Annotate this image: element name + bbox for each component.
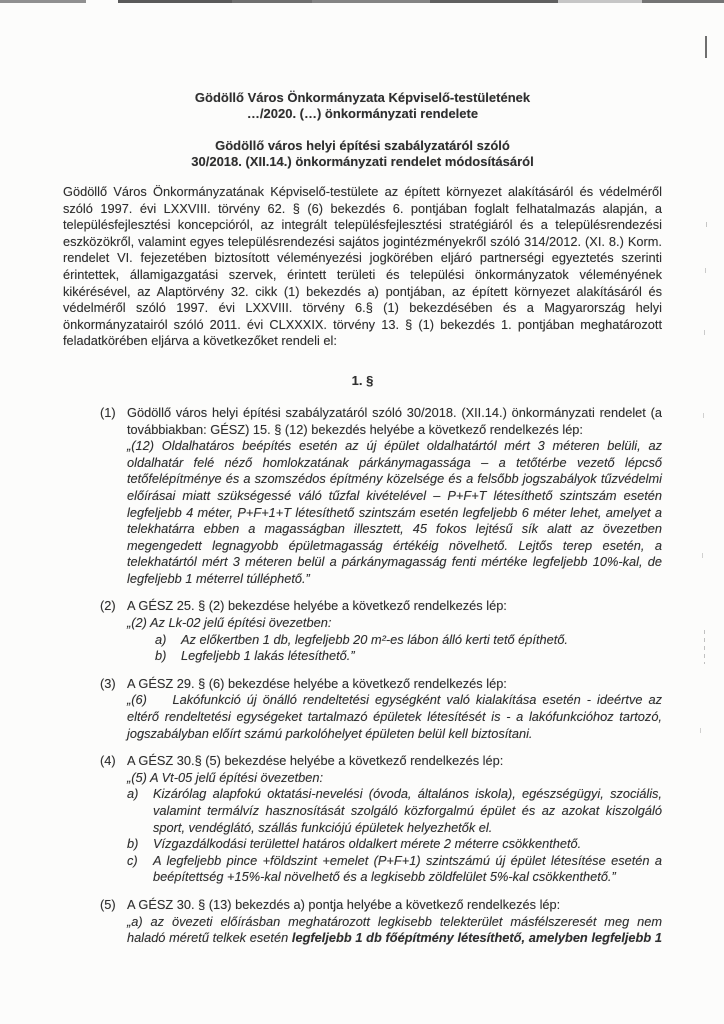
item-quote: „(12) Oldalhatáros beépítés esetén az új épület oldalhatártól mért 3 méteren belüli, az oldalhatár felé néző homlokzatának párkánymagassága – a tetőtérbe vezető lépcső tetőfelépítménye és a szomszédos építmény közelsége és a felsőbb jogszabályok tűzvédelmi előírásai miatt szükségessé váló tűzfal kivételével – P+F+T létesíthető szintszám esetén legfeljebb 4 méter, P+F+1+T létesíthető szintszám esetén legfeljebb 6 méter lehet, amelyet a telekhatárra ebben a magasságban illesztett, 45 fokos lejtésű sík alatt az övezetben megengedett legnagyobb épületmagasság értékéig növelhető. Lejtős terep esetén, a telekhatártól mért 3 méteren belül a párkánymagasság fenti mértéke legfeljebb 10%-kal, de legfeljebb 1 méterrel túlléphető.” [127, 438, 662, 586]
scan-artifact [700, 728, 701, 733]
provision-list [100, 405, 662, 947]
document-title-block [63, 0, 662, 170]
section-heading: 1. § [351, 372, 374, 388]
subitem-list [127, 786, 662, 886]
item-body [127, 405, 662, 588]
item-quote [127, 914, 662, 947]
subitem-label: c) [127, 852, 138, 868]
item-number: (3) [100, 675, 116, 691]
subtitle-line-subject: Gödöllő város helyi építési szabályzatáról szóló [215, 138, 510, 153]
list-item-2 [100, 598, 662, 664]
list-item-4 [100, 753, 662, 886]
subitem-label: a) [127, 786, 139, 802]
subitem-text: Legfeljebb 1 lakás létesíthető.” [181, 648, 355, 664]
item-number: (5) [100, 896, 116, 912]
title-line-decree-number: …/2020. (…) önkormányzati rendelete [246, 106, 479, 121]
quote-regular-part: „a) az övezeti előírásban meghatározott legkisebb telekterület másfélszeresét meg nem haladó méretű telkek esetén [127, 913, 662, 946]
item-number: (1) [100, 404, 116, 420]
item-quote-intro: „(5) A Vt-05 jelű építési övezetben: [127, 769, 324, 785]
scan-artifact [706, 222, 707, 227]
list-item-5 [100, 897, 662, 947]
quote-bold-part: legfeljebb 1 db főépítmény létesíthető, amelyben legfeljebb 1 [291, 930, 662, 946]
item-intro: A GÉSZ 30.§ (5) bekezdése helyébe a következő rendelkezés lép: [127, 753, 504, 769]
subitem-label: b) [155, 648, 167, 664]
item-intro: A GÉSZ 29. § (6) bekezdése helyébe a következő rendelkezés lép: [127, 675, 507, 691]
scan-artifact-top-edge [0, 0, 724, 3]
scan-artifact [705, 36, 707, 58]
item-number: (4) [100, 753, 116, 769]
subitem-text: A legfeljebb pince +földszint +emelet (P+F+1) szintszámú új épület létesítése esetén a beépítettség +15%-kal növelhető és a legkisebb zöldfelület 5%-kal csökkenthető.” [153, 852, 662, 885]
item-quote-intro: „(2) Az Lk-02 jelű építési övezetben: [127, 615, 332, 631]
item-body [127, 753, 662, 886]
subitem-label: a) [155, 631, 167, 647]
subitem-text: Vízgazdálkodási területtel határos oldalkert mérete 2 méterre csökkenthető. [153, 836, 582, 852]
subitem-a [127, 786, 662, 836]
title-line-issuer: Gödöllő Város Önkormányzata Képviselő-testületének [194, 90, 531, 105]
preamble-paragraph: Gödöllő Város Önkormányzatának Képviselő-testülete az épített környezet alakításáról és védelméről szóló 1997. évi LXXVIII. törvény 62. § (6) bekezdés 6. pontjában foglalt felhatalmazás alapján, a településfejlesztési koncepcióról, az integrált településfejlesztési stratégiáról és a településrendezési eszközökről, valamint egyes településrendezési sajátos jogintézményekről szóló 314/2012. (XI. 8.) Korm. rendelet VI. fejezetében biztosított véleményezési jogkörében eljáró partnerségi egyeztetés szerinti érintettek, államigazgatási szervek, érintett területi és települési önkormányzatok véleményének kikérésével, az Alaptörvény 32. cikk (1) bekezdés a) pontjában, az épített környezet alakításáról és védelméről szóló 1997. évi LXXVIII. törvény 6.§ (1) bekezdésében és a Magyarország helyi önkormányzatairól szóló 2011. évi CLXXXIX. törvény 13. § (1) bekezdés 1. pontjában meghatározott feladatkörében eljárva a következőket rendeli el: [63, 184, 662, 349]
scan-artifact [703, 413, 704, 418]
item-body [127, 897, 662, 947]
subitem-text: Az előkertben 1 db, legfeljebb 20 m²-es lábon álló kerti tető építhető. [181, 631, 568, 647]
list-item-3 [100, 676, 662, 742]
subitem-b [127, 836, 662, 853]
item-body [127, 676, 662, 742]
subitem-label: b) [127, 836, 139, 852]
item-quote: „(6) Lakófunkció új önálló rendeltetési egységként való kialakítása esetén - ideértve az eltérő rendeltetési egységeket tartalmazó épületek létesítését is - a lakófunkcióhoz tartozó, jogszabályban előírt számú parkolóhelyet épületen belül kell biztosítani. [127, 692, 662, 741]
scan-artifact [702, 553, 703, 558]
subitem-b [155, 648, 662, 665]
subitem-list [127, 632, 662, 665]
scan-artifact [704, 330, 705, 335]
subtitle-line-amendment: 30/2018. (XII.14.) önkormányzati rendelet módosításáról [191, 154, 534, 169]
title-gap [63, 122, 662, 138]
item-body [127, 598, 662, 664]
item-intro: A GÉSZ 25. § (2) bekezdése helyébe a következő rendelkezés lép: [127, 598, 507, 614]
subitem-c [127, 853, 662, 886]
subitem-text: Kizárólag alapfokú oktatási-nevelési (óvoda, általános iskola), egészségügyi, szociális, valamint termálvíz hasznosítását szolgáló közforgalmú épület és az azokat kiszolgáló sport, vendéglátó, szállás funkciójú épületek helyezhetők el. [153, 786, 662, 835]
item-number: (2) [100, 598, 116, 614]
item-intro: Gödöllő város helyi építési szabályzatáról szóló 30/2018. (XII.14.) önkormányzati rendelet (a továbbiakban: GÉSZ) 15. § (12) bekezdés helyébe a következő rendelkezés lép: [127, 404, 662, 437]
list-item-1 [100, 405, 662, 588]
item-intro: A GÉSZ 30. § (13) bekezdés a) pontja helyébe a következő rendelkezés lép: [127, 896, 561, 912]
scan-artifact [704, 630, 705, 664]
scan-artifact [705, 268, 706, 273]
subitem-a [155, 632, 662, 649]
